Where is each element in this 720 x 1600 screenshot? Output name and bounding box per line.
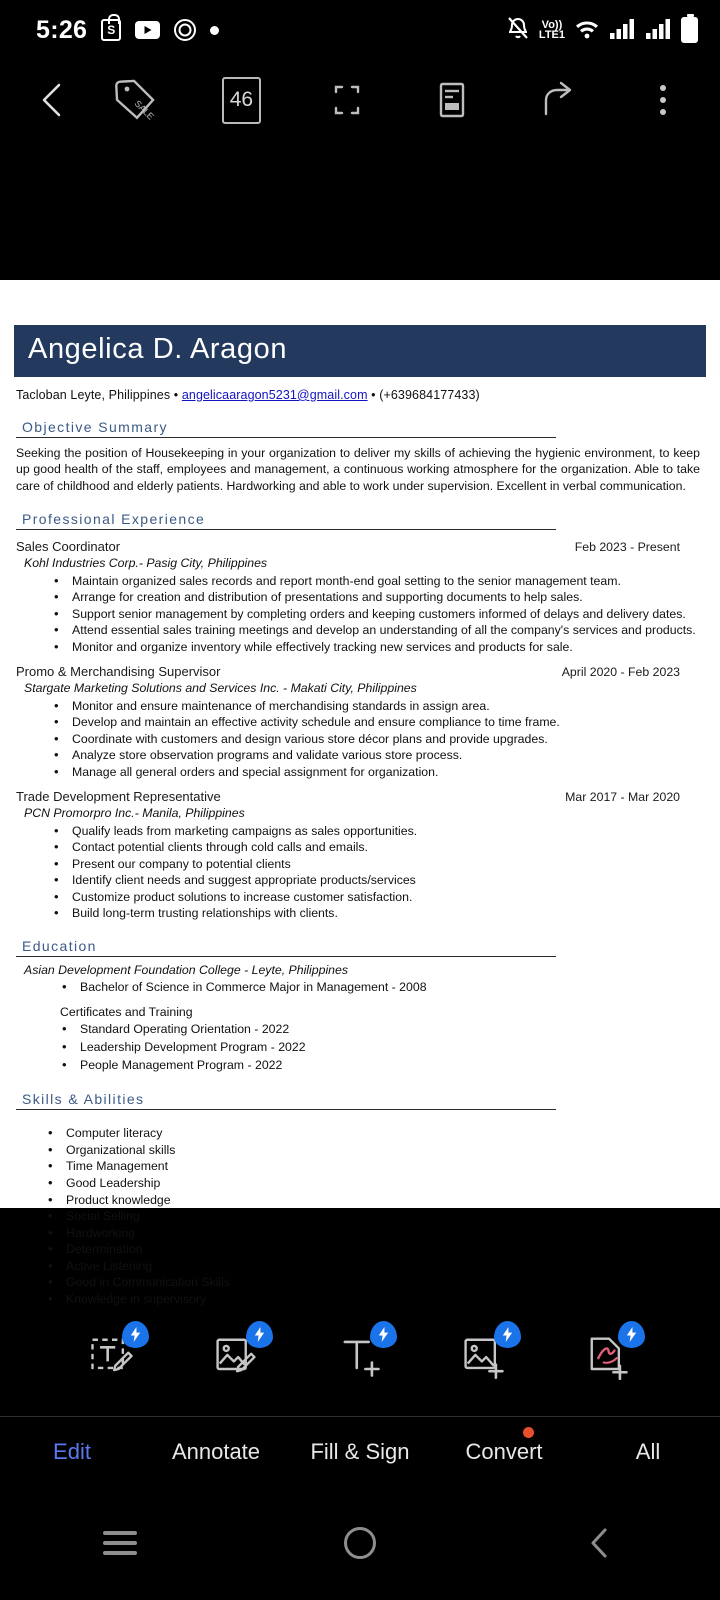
tab-annotate-label: Annotate (171, 1438, 261, 1464)
nav-back-button[interactable] (480, 1526, 720, 1560)
add-signature-tool[interactable] (577, 1325, 639, 1387)
document-page[interactable] (0, 280, 720, 1306)
job-bullet: • Monitor and organize inventory while effectively tracking new services and products for sale. (16, 640, 702, 655)
job-bullet: • Attend essential sales training meetings and develop an understanding of all the company's services and products. (16, 623, 702, 638)
add-image-tool[interactable] (453, 1325, 515, 1387)
job-bullet: • Arrange for creation and distribution of presentations and supporting documents to help sales. (16, 590, 702, 605)
premium-flash-badge (370, 1321, 397, 1348)
job-bullet: • Customize product solutions to increase customer satisfaction. (16, 890, 702, 905)
page-count-badge: 46 (222, 77, 261, 124)
job-bullet: • Maintain organized sales records and report month-end goal setting to the senior management team. (16, 574, 702, 589)
premium-flash-badge (494, 1321, 521, 1348)
back-icon (586, 1526, 614, 1560)
mode-tab-bar (0, 1416, 720, 1486)
kebab-menu-icon (660, 85, 666, 115)
objective-text: Seeking the position of Housekeeping in your organization to deliver my skills of achieving the hygienic environment, to keep up good health of the staff, employees and management, a continuous working atmosphere for the organization. Able to take care of childhood and elderly patients. Hardworking and able to work under supervision. Excellent in verbal communication. (16, 445, 700, 493)
education-degree: • Bachelor of Science in Commerce Major in Management - 2008 (16, 980, 702, 996)
job-entry (16, 539, 702, 655)
outline-button[interactable] (421, 69, 483, 131)
job-bullet: • Identify client needs and suggest appropriate products/services (16, 873, 702, 888)
edit-text-tool[interactable] (81, 1325, 143, 1387)
page-count-button[interactable] (210, 69, 272, 131)
add-text-tool[interactable] (329, 1325, 391, 1387)
nav-home-button[interactable] (240, 1527, 480, 1559)
certificates-list (16, 1022, 702, 1074)
section-heading-education: Education (16, 930, 556, 957)
certificates-label: Certificates and Training (60, 1005, 193, 1020)
svg-text:SALE: SALE (132, 98, 156, 122)
skill-item: • Active Listening (16, 1259, 702, 1273)
education-school: Asian Development Foundation College - Leyte, Philippines (24, 963, 349, 978)
skill-item: • Knowledge in supervisory (16, 1292, 702, 1306)
job-bullet: • Contact potential clients through cold calls and emails. (16, 840, 702, 855)
skills-list (16, 1126, 702, 1306)
skill-item: • Good Leadership (16, 1176, 702, 1190)
recents-icon (103, 1531, 137, 1555)
job-dates: Mar 2017 - Mar 2020 (565, 789, 680, 804)
more-options-button[interactable] (632, 69, 694, 131)
skill-item: • Good in Communication Skills (16, 1275, 702, 1289)
job-bullet: • Qualify leads from marketing campaigns as sales opportunities. (16, 824, 702, 839)
premium-flash-badge (122, 1321, 149, 1348)
convert-badge-dot (523, 1427, 534, 1438)
job-organization: Kohl Industries Corp.- Pasig City, Philippines (24, 555, 268, 570)
resume-name-band (14, 325, 706, 377)
nav-recents-button[interactable] (0, 1531, 240, 1555)
clock: 5:26 (36, 15, 88, 44)
tab-convert[interactable] (432, 1439, 576, 1465)
job-organization: PCN Promorpro Inc.- Manila, Philippines (24, 805, 245, 820)
tab-edit[interactable] (0, 1439, 144, 1465)
status-bar-left (36, 16, 219, 45)
skill-item: • Determination (16, 1242, 702, 1256)
education-degrees (16, 980, 702, 996)
job-bullets (16, 699, 702, 780)
job-dates: April 2020 - Feb 2023 (561, 664, 680, 679)
section-heading-objective: Objective Summary (16, 411, 556, 438)
resume-body (0, 388, 720, 1306)
android-nav-bar (0, 1486, 720, 1600)
dot-indicator-icon (210, 26, 219, 35)
editor-tool-row (0, 1296, 720, 1416)
tab-convert-label: Convert (465, 1438, 543, 1464)
job-bullet: • Coordinate with customers and design various store décor plans and provide upgrades. (16, 732, 702, 747)
contact-location: Tacloban Leyte, Philippines (16, 387, 171, 402)
edit-image-tool[interactable] (205, 1325, 267, 1387)
job-title: Sales Coordinator (16, 538, 121, 554)
job-bullets (16, 824, 702, 922)
chevron-left-icon (36, 80, 70, 120)
job-title: Trade Development Representative (16, 788, 221, 804)
job-organization: Stargate Marketing Solutions and Services Inc. - Makati City, Philippines (24, 680, 417, 695)
job-entry (16, 664, 702, 780)
youtube-icon (135, 21, 160, 39)
resume-name: Angelica D. Aragon (28, 333, 288, 365)
fullscreen-icon (325, 76, 369, 124)
certificate-item: • Standard Operating Orientation - 2022 (16, 1022, 702, 1038)
job-bullet: • Analyze store observation programs and validate various store process. (16, 748, 702, 763)
tab-fill-and-sign-label: Fill & Sign (310, 1438, 410, 1464)
job-bullet: • Monitor and ensure maintenance of merchandising standards in assign area. (16, 699, 702, 714)
certificate-item: • Leadership Development Program - 2022 (16, 1040, 702, 1056)
job-bullet: • Present our company to potential clients (16, 857, 702, 872)
job-bullet: • Build long-term trusting relationships with clients. (16, 906, 702, 921)
job-bullet: • Manage all general orders and special assignment for organization. (16, 765, 702, 780)
premium-flash-badge (246, 1321, 273, 1348)
signal-bars-1-icon (609, 16, 636, 45)
job-title: Promo & Merchandising Supervisor (16, 663, 221, 679)
home-icon (344, 1527, 376, 1559)
mute-bell-icon (506, 15, 530, 46)
status-bar-right (506, 15, 698, 46)
education-entry (16, 963, 702, 1074)
skill-item: • Organizational skills (16, 1143, 702, 1157)
job-bullet: • Develop and maintain an effective activity schedule and ensure compliance to time frame. (16, 715, 702, 730)
tab-all-label: All (635, 1438, 661, 1464)
volte-icon: Vo)) LTE1 (538, 19, 565, 41)
battery-icon (681, 17, 698, 43)
contact-separator-1: • (173, 387, 179, 402)
certificate-item: • People Management Program - 2022 (16, 1058, 702, 1074)
share-button[interactable] (527, 69, 589, 131)
tab-edit-label: Edit (53, 1438, 91, 1464)
job-dates: Feb 2023 - Present (574, 539, 680, 554)
skill-item: • Hardworking (16, 1226, 702, 1240)
contact-phone: • (+639684177433) (371, 387, 480, 402)
job-bullet: • Support senior management by completing orders and keeping customers informed of delays and delivery dates. (16, 607, 702, 622)
app-toolbar (0, 60, 720, 140)
sale-tag-icon (112, 76, 160, 124)
contact-line (16, 388, 702, 402)
wifi-icon (574, 16, 600, 45)
fullscreen-button[interactable] (316, 69, 378, 131)
tab-fill-and-sign[interactable] (288, 1439, 432, 1465)
shopee-icon (101, 19, 121, 41)
status-bar (0, 0, 720, 60)
share-icon (534, 76, 582, 124)
skill-item: • Computer literacy (16, 1126, 702, 1140)
tab-annotate[interactable] (144, 1439, 288, 1465)
back-button[interactable] (0, 80, 105, 120)
sale-tag-button[interactable] (105, 69, 167, 131)
signal-bars-2-icon (645, 16, 672, 45)
section-heading-experience: Professional Experience (16, 503, 556, 530)
section-heading-skills: Skills & Abilities (16, 1083, 556, 1110)
chrome-icon (174, 19, 196, 41)
document-outline-icon (430, 76, 474, 124)
skill-item: • Social Selling (16, 1209, 702, 1223)
premium-flash-badge (618, 1321, 645, 1348)
job-bullets (16, 574, 702, 655)
skill-item: • Time Management (16, 1159, 702, 1173)
contact-email-link[interactable]: angelicaaragon5231@gmail.com (181, 387, 368, 402)
skill-item: • Product knowledge (16, 1193, 702, 1207)
job-entry (16, 789, 702, 922)
tab-all[interactable] (576, 1439, 720, 1465)
